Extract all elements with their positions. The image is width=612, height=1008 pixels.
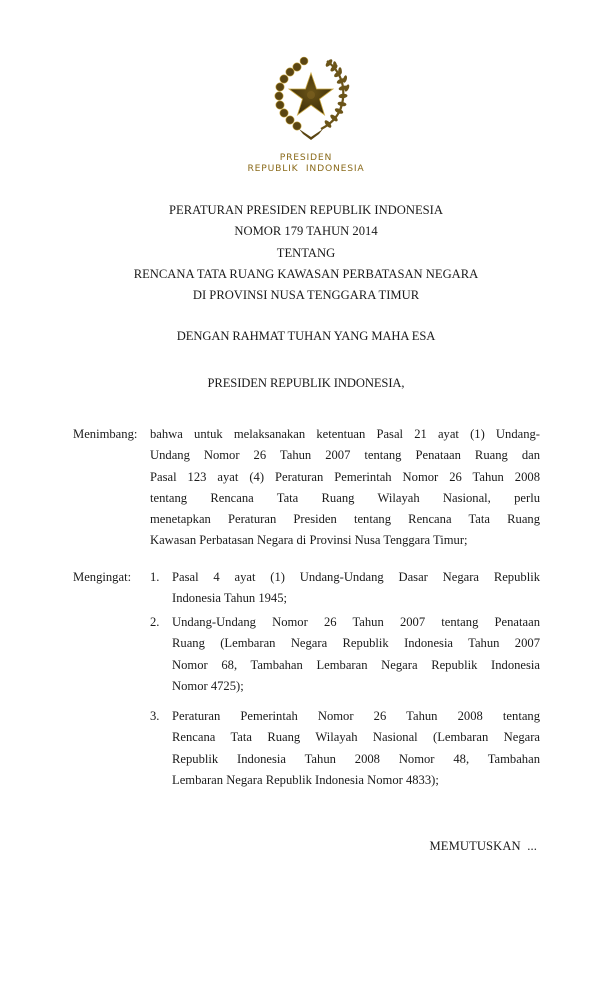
- mengingat-line: Ruang (Lembaran Negara Republik Indonesia Tahun 2007: [172, 636, 540, 651]
- title-line-subject: RENCANA TATA RUANG KAWASAN PERBATASAN NEGARA: [133, 266, 479, 281]
- title-line-tentang: TENTANG: [276, 245, 336, 260]
- presidential-emblem-icon: [271, 55, 351, 141]
- title-line-province: DI PROVINSI NUSA TENGGARA TIMUR: [192, 288, 420, 303]
- mengingat-item-number: 3.: [150, 709, 160, 723]
- mengingat-line: Nomor 68, Tambahan Lembaran Negara Republik Indonesia: [172, 657, 540, 672]
- mengingat-item-3: [172, 706, 540, 791]
- mengingat-line: Peraturan Pemerintah Nomor 26 Tahun 2008 tentang: [172, 709, 540, 723]
- mengingat-label: Mengingat:: [73, 570, 132, 584]
- preamble-rahmat: DENGAN RAHMAT TUHAN YANG MAHA ESA: [176, 329, 436, 343]
- mengingat-line: Undang-Undang Nomor 26 Tahun 2007 tentang Penataan: [172, 615, 540, 629]
- mengingat-line: Indonesia Tahun 1945;: [172, 591, 288, 606]
- preamble-presiden: PRESIDEN REPUBLIK INDONESIA,: [207, 376, 405, 390]
- title-line-regulation: PERATURAN PRESIDEN REPUBLIK INDONESIA: [169, 203, 443, 217]
- menimbang-line: menetapkan Peraturan Presiden tentang Rencana Tata Ruang: [150, 512, 540, 527]
- emblem-caption-republik-indonesia: REPUBLIK INDONESIA: [247, 163, 365, 174]
- menimbang-line: bahwa untuk melaksanakan ketentuan Pasal 21 ayat (1) Undang-: [150, 427, 540, 441]
- mengingat-line: Pasal 4 ayat (1) Undang-Undang Dasar Negara Republik: [172, 570, 540, 584]
- emblem-caption-presiden: PRESIDEN: [279, 152, 333, 163]
- menimbang-label: Menimbang:: [73, 427, 138, 441]
- regulation-title: [0, 200, 612, 306]
- mengingat-line: Republik Indonesia Tahun 2008 Nomor 48, Tambahan: [172, 751, 540, 766]
- menimbang-line: Undang Nomor 26 Tahun 2007 tentang Penataan Ruang dan: [150, 448, 540, 463]
- menimbang-line: Kawasan Perbatasan Negara di Provinsi Nusa Tenggara Timur;: [150, 533, 468, 548]
- continuation-marker: MEMUTUSKAN ...: [429, 839, 537, 853]
- mengingat-line: Rencana Tata Ruang Wilayah Nasional (Lembaran Negara: [172, 730, 540, 745]
- mengingat-item-1: [172, 567, 540, 610]
- menimbang-line: Pasal 123 ayat (4) Peraturan Pemerintah Nomor 26 Tahun 2008: [150, 469, 540, 484]
- menimbang-line: tentang Rencana Tata Ruang Wilayah Nasional, perlu: [150, 490, 540, 505]
- mengingat-line: Nomor 4725);: [172, 678, 244, 693]
- title-line-number: NOMOR 179 TAHUN 2014: [234, 224, 378, 239]
- mengingat-item-number: 1.: [150, 570, 160, 584]
- mengingat-item-number: 2.: [150, 615, 160, 629]
- mengingat-line: Lembaran Negara Republik Indonesia Nomor 4833);: [172, 772, 439, 787]
- menimbang-paragraph: [150, 424, 540, 552]
- mengingat-item-2: [172, 612, 540, 697]
